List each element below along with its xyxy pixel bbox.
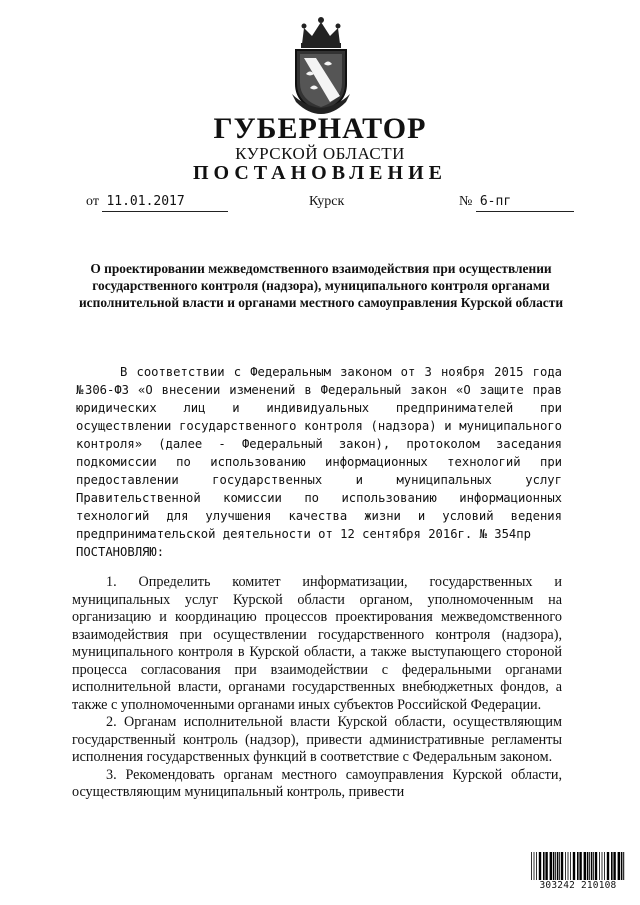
preamble — [76, 363, 562, 561]
date-value: 11.01.2017 — [102, 193, 228, 212]
barcode-number: 303242 210108 — [539, 880, 617, 891]
document-title: О проектировании межведомственного взаимодействия при осуществлении государственного контроля (надзора), муниципального контроля органами исполнительной власти и органами местного самоуправления Курской области — [78, 261, 564, 310]
decree-item-1: 1. Определить комитет информатизации, государственных и муниципальных услуг Курской области органом, уполномоченным на организацию и координацию процессов проектирования межведомственного взаимодействия при осуществлении государственного контроля (надзора), муниципального контроля в Курской области, а также выступающего стороной процесса согласования при взаимодействии с федеральными органами исполнительной власти, органами государственных внебюджетных фондов, а также с уполномоченными органами иных субъектов Российской Федерации. — [72, 574, 562, 713]
decree-item-3: 3. Рекомендовать органам местного самоуправления Курской области, осуществляющим муниципальный контроль, привести — [72, 766, 562, 800]
number-value: 6-пг — [476, 193, 574, 212]
number-prefix: № — [459, 194, 473, 209]
preamble-text: В соответствии с Федеральным законом от 3 ноября 2015 года №306-ФЗ «О внесении изменений в Федеральный закон «О защите прав юридических лиц и индивидуальных предпринимателей при осуществлении государственного контроля (надзора) и муниципального контроля» (далее - Федеральный закон), протоколом заседания подкомиссии по использованию информационных технологий при предоставлении государственных и муниципальных услуг Правительственной комиссии по использованию информационных технологий для улучшения качества жизни и условий ведения предпринимательской деятельности от 12 сентября 2016г. № 354пр — [76, 365, 562, 541]
barcode — [530, 852, 626, 892]
decree-heading: ПОСТАНОВЛЕНИЕ — [193, 162, 447, 184]
decree-word: ПОСТАНОВЛЯЮ: — [76, 545, 165, 559]
decree-city: Курск — [309, 194, 345, 209]
date-prefix: от — [86, 194, 99, 209]
decree-date — [86, 193, 228, 212]
decree-number — [459, 193, 574, 212]
barcode-icon — [530, 852, 626, 880]
governor-heading: ГУБЕРНАТОР — [213, 112, 427, 145]
region-heading: КУРСКОЙ ОБЛАСТИ — [235, 144, 405, 163]
kursk-coat-of-arms-icon — [284, 14, 358, 114]
decree-item-2: 2. Органам исполнительной власти Курской области, осуществляющим государственный контроль (надзор), привести административные регламенты исполнения государственных функций в соответствие с Федеральным законом. — [72, 714, 562, 765]
decree-items — [72, 574, 562, 802]
